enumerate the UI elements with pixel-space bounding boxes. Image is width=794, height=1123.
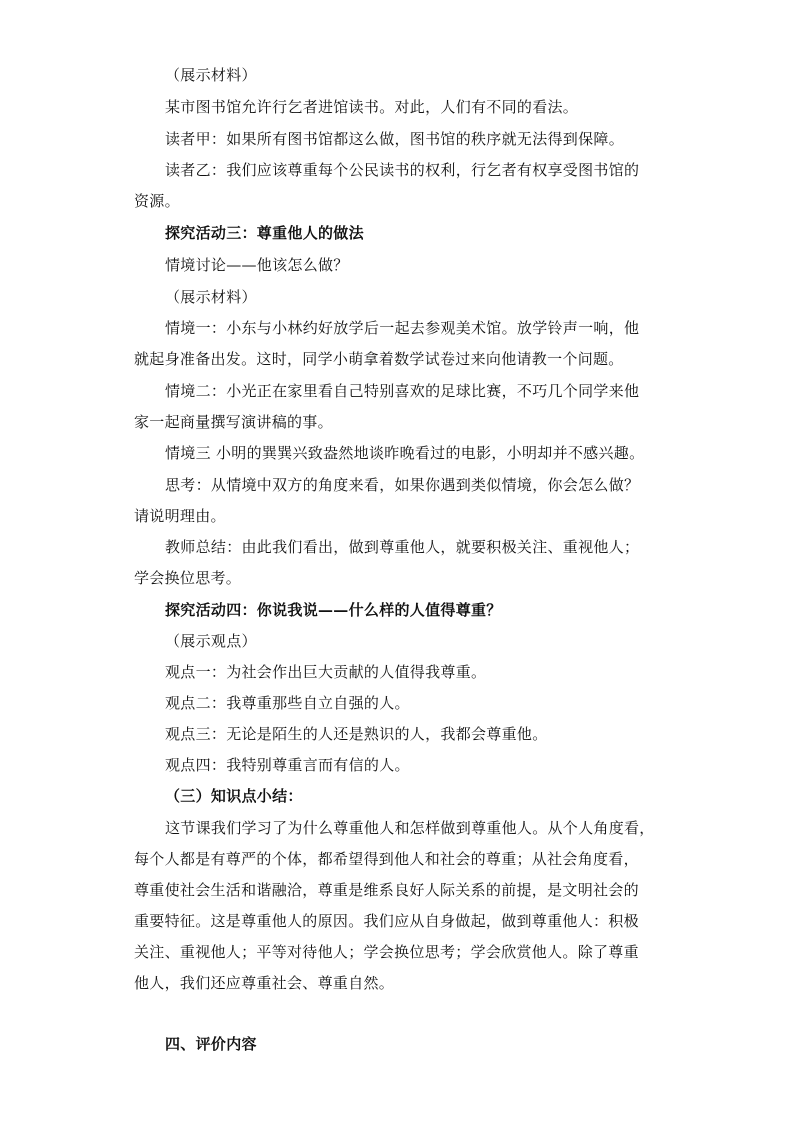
paragraph-line: 教师总结：由此我们看出，做到尊重他人，就要积极关注、重视他人； (165, 538, 640, 556)
paragraph-line: 读者甲：如果所有图书馆都这么做，图书馆的秩序就无法得到保障。 (165, 130, 625, 148)
paragraph-line: 就起身准备出发。这时，同学小萌拿着数学试卷过来向他请教一个问题。 (134, 350, 624, 368)
paragraph-line: 家一起商量撰写演讲稿的事。 (134, 413, 333, 431)
viewpoint-line: 观点二：我尊重那些自立自强的人。 (165, 694, 410, 712)
viewpoint-line: 观点一：为社会作出巨大贡献的人值得我尊重。 (165, 663, 487, 681)
viewpoint-label: （展示观点） (165, 632, 257, 650)
paragraph-line: 思考：从情境中双方的角度来看，如果你遇到类似情境，你会怎么做？ (165, 476, 640, 494)
paragraph-line: 请说明理由。 (134, 507, 226, 525)
paragraph-line: 情境一：小东与小林约好放学后一起去参观美术馆。放学铃声一响，他 (165, 319, 640, 337)
summary-heading: （三）知识点小结： (165, 787, 303, 805)
summary-line: 关注、重视他人；平等对待他人；学会换位思考；学会欣赏他人。除了尊重 (134, 943, 639, 961)
section-heading-activity-4: 探究活动四：你说我说——什么样的人值得尊重？ (165, 601, 502, 619)
paragraph-line: 读者乙：我们应该尊重每个公民读书的权利，行乞者有权享受图书馆的 (165, 161, 640, 179)
section-heading-activity-3: 探究活动三：尊重他人的做法 (165, 224, 364, 242)
summary-line: 这节课我们学习了为什么尊重他人和怎样做到尊重他人。从个人角度看， (165, 819, 655, 837)
paragraph-line: 情境二：小光正在家里看自己特别喜欢的足球比赛，不巧几个同学来他 (165, 382, 640, 400)
paragraph-line: 资源。 (134, 192, 180, 210)
paragraph-line: 学会换位思考。 (134, 569, 242, 587)
section-heading-evaluation: 四、评价内容 (165, 1035, 257, 1053)
paragraph-line: 某市图书馆允许行乞者进馆读书。对此，人们有不同的看法。 (165, 98, 579, 116)
viewpoint-line: 观点三：无论是陌生的人还是熟识的人，我都会尊重他。 (165, 725, 548, 743)
material-label-2: （展示材料） (165, 288, 257, 306)
viewpoint-line: 观点四：我特别尊重言而有信的人。 (165, 756, 410, 774)
paragraph-line: 情境讨论——他该怎么做？ (165, 256, 349, 274)
paragraph-line: 情境三 小明的巽巽兴致盎然地谈昨晚看过的电影，小明却并不感兴趣。 (165, 444, 645, 462)
summary-line: 尊重使社会生活和谐融洽，尊重是维系良好人际关系的前提，是文明社会的 (134, 881, 639, 899)
summary-line: 重要特征。这是尊重他人的原因。我们应从自身做起，做到尊重他人：积极 (134, 912, 639, 930)
summary-line: 他人，我们还应尊重社会、尊重自然。 (134, 974, 395, 992)
material-label-1: （展示材料） (165, 66, 257, 84)
summary-line: 每个人都是有尊严的个体，都希望得到他人和社会的尊重；从社会角度看， (134, 850, 639, 868)
